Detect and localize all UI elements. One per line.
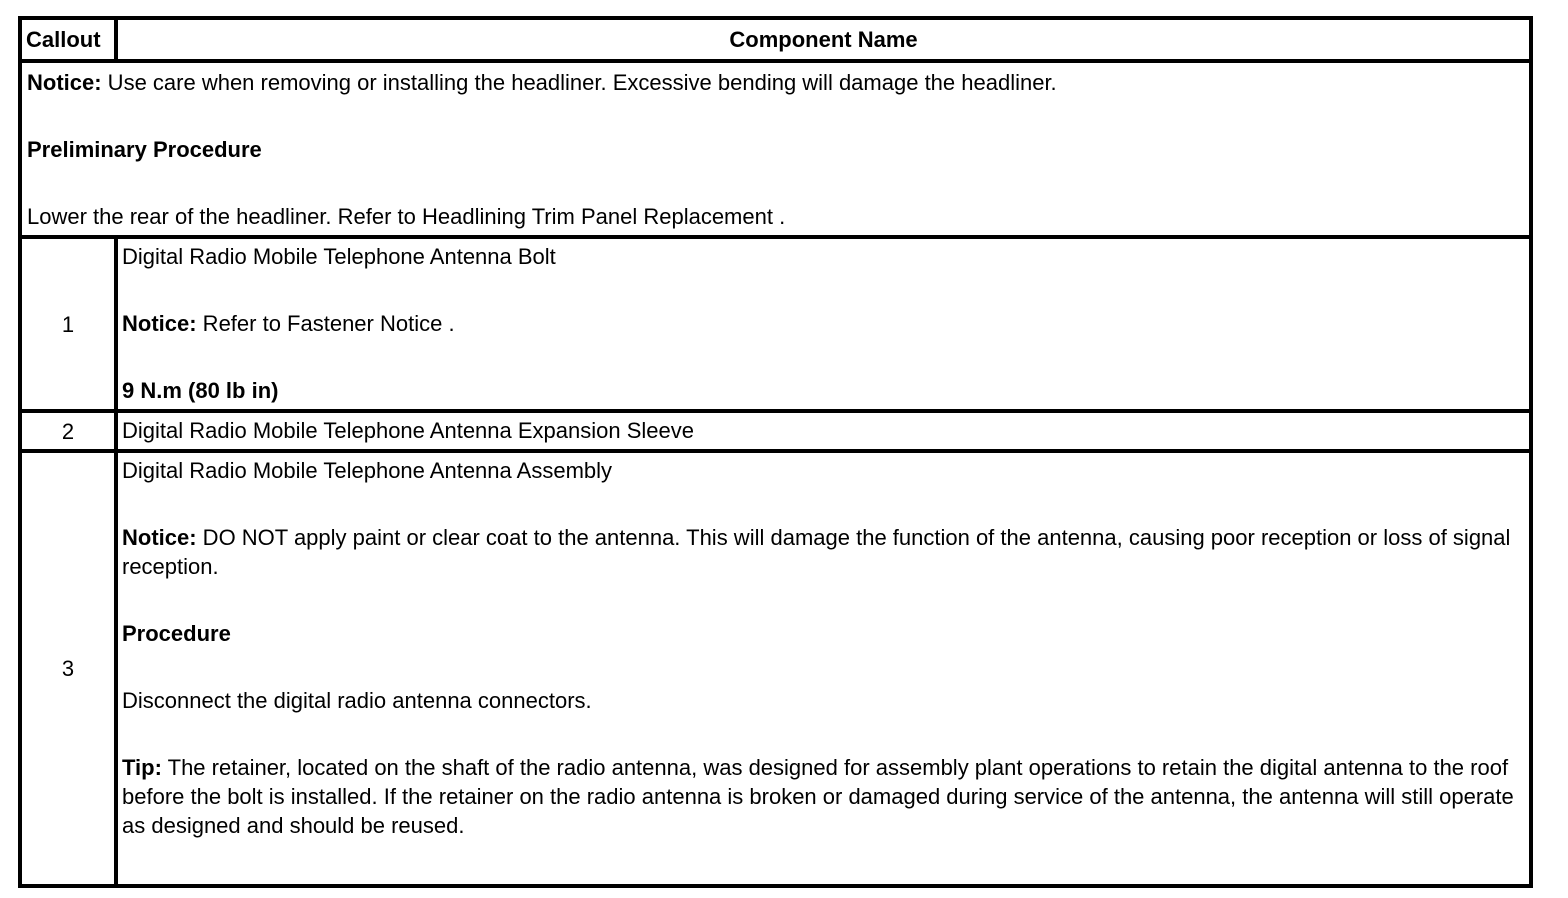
notice-label: Notice: [122,311,197,336]
tip-text [122,753,1523,840]
component-cell-1 [116,237,1531,411]
component-title: Digital Radio Mobile Telephone Antenna Expansion Sleeve [122,418,694,443]
component-cell-3 [116,451,1531,886]
component-title: Digital Radio Mobile Telephone Antenna Bolt [122,244,556,269]
procedure-step: Disconnect the digital radio antenna connectors. [122,688,592,713]
notice-text: Use care when removing or installing the headliner. Excessive bending will damage the headliner. [101,70,1057,95]
component-cell-2 [116,411,1531,451]
tip-label: Tip: [122,755,162,780]
header-callout: Callout [20,18,116,61]
preliminary-heading: Preliminary Procedure [27,137,262,162]
component-table [18,16,1533,888]
callout-1: 1 [20,237,116,411]
notice-text: DO NOT apply paint or clear coat to the antenna. This will damage the function of the antenna, causing poor reception or loss of signal reception. [122,525,1511,579]
notice-text: Refer to Fastener Notice . [196,311,455,336]
header-component-name: Component Name [116,18,1531,61]
notice-label: Notice: [27,70,102,95]
component-title: Digital Radio Mobile Telephone Antenna Assembly [122,458,613,483]
header-row [20,18,1531,61]
procedure-heading: Procedure [122,621,231,646]
component-notice [122,523,1523,581]
callout-2: 2 [20,411,116,451]
preliminary-row [20,61,1531,237]
table-row [20,451,1531,886]
table-row [20,237,1531,411]
tip-body: The retainer, located on the shaft of the radio antenna, was designed for assembly plant operations to retain the digital antenna to the roof before the bolt is installed. If the retainer on the radio antenna is broken or damaged during service of the antenna, the antenna will still operate as designed and should be reused. [122,755,1514,838]
preliminary-notice [27,68,1523,97]
torque-spec: 9 N.m (80 lb in) [122,378,279,403]
component-notice [122,309,1523,338]
preliminary-step: Lower the rear of the headliner. Refer to Headlining Trim Panel Replacement . [27,204,786,229]
callout-3: 3 [20,451,116,886]
table-row [20,411,1531,451]
notice-label: Notice: [122,525,197,550]
preliminary-cell [20,61,1531,237]
